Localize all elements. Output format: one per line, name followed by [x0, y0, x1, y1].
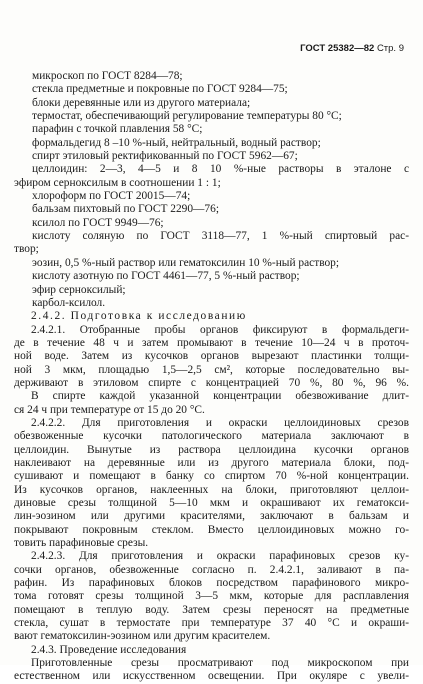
- list-item: блоки деревянные или из другого материала;: [32, 96, 251, 109]
- paragraph-line: целлоидин. Вынутые из раствора целлоидина кусочки органов: [14, 443, 409, 456]
- paragraph-line: диновые срезы толщиной 5—10 мкм и окрашивают их гематокси-: [14, 497, 409, 509]
- paragraph-line: ной 3 мкм, площадью 1,5—2,5 см², которые последовательно вы-: [14, 363, 409, 376]
- list-item: парафин с точкой плавления 58 °С;: [32, 123, 203, 136]
- paragraph-line: помещают в теплую воду. Затем срезы переносят на предметные: [14, 603, 409, 616]
- list-item: стекла предметные и покровные по ГОСТ 9284—75;: [32, 83, 288, 96]
- paragraph-line: де в течение 48 ч и затем промывают в течение 10—24 ч в проточ-: [14, 336, 409, 349]
- list-item: термостат, обеспечивающий регулирование температуры 80 °С;: [32, 110, 342, 123]
- paragraph-line: вают гематоксилин-эозином или другим красителем.: [14, 630, 271, 643]
- list-item: ксилол по ГОСТ 9949—76;: [32, 216, 164, 229]
- list-item: спирт этиловый ректификованный по ГОСТ 5962—67;: [32, 150, 298, 163]
- document-body: [14, 70, 409, 684]
- paragraph-line: тома готовят срезы толщиной 3—5 мкм, которые для расплавления: [14, 590, 409, 603]
- list-item-continuation: эфиром серноксилым в соотношении 1 : 1;: [14, 176, 221, 189]
- paragraph-line: держивают в этиловом спирте с концентрацией 70 %, 80 %, 96 %.: [14, 376, 409, 389]
- paragraph-line: 2.4.2.1. Отобранные пробы органов фиксируют в формальдеги-: [31, 323, 409, 336]
- list-item: кислоту соляную по ГОСТ 3118—77, 1 %-ный спиртовый рас-: [32, 230, 409, 243]
- paragraph-line: В спирте каждой указанной концентрации обезвоживание длит-: [31, 390, 409, 403]
- section-heading: 2.4.3. Проведение исследования: [31, 643, 187, 656]
- paragraph-line: ся 24 ч при температуре от 15 до 20 °С.: [14, 403, 205, 416]
- paragraph-line: 2.4.2.3. Для приготовления и окраски парафиновых срезов ку-: [31, 550, 409, 563]
- paragraph-line: обезвоженные кусочки патологического материала заключают в: [14, 430, 409, 443]
- list-item: целлоидин: 2—3, 4—5 и 8 10 %-ные растворы в эталоне с: [32, 163, 409, 176]
- list-item: эфир серноксилый;: [32, 283, 126, 296]
- list-item: кислоту азотную по ГОСТ 4461—77, 5 %-ный раствор;: [32, 270, 300, 283]
- list-item-continuation: твор;: [14, 243, 39, 256]
- paragraph-line: рафин. Из парафиновых блоков посредством парафинового микро-: [14, 577, 409, 590]
- list-item: микроскоп по ГОСТ 8284—78;: [32, 70, 183, 82]
- paragraph-line: товить парафиновые срезы.: [14, 537, 149, 550]
- paragraph-line: Приготовленные срезы просматривают под микроскопом при: [31, 657, 409, 670]
- paragraph-line: наклеивают на деревянные или из другого материала блоки, под-: [14, 456, 409, 469]
- paragraph-line: сушивают и помещают в банку со спиртом 70 %-ной концентрации.: [14, 470, 409, 483]
- page-number: Стр. 9: [376, 43, 404, 54]
- paragraph-line: Из кусочков органов, наклеенных на блоки, приготовляют целлои-: [14, 483, 409, 496]
- paragraph-line: 2.4.2.2. Для приготовления и окраски целлоидиновых срезов: [31, 416, 409, 429]
- list-item: хлороформ по ГОСТ 20015—74;: [32, 190, 191, 203]
- page-header: [300, 42, 404, 55]
- paragraph-line: стекла, сушат в термостате при температуре 37 40 °С и окраши-: [14, 617, 409, 630]
- paragraph-line: лин-эозином или другими красителями, заключают в бальзам и: [14, 510, 409, 523]
- list-item: карбол-ксилол.: [32, 296, 106, 309]
- paragraph-line: покрывают покровным стеклом. Вместо целлоидиновых можно го-: [14, 523, 409, 536]
- paragraph-line: естественном или искусственном освещении. При окуляре с увели-: [14, 670, 409, 683]
- standard-number: ГОСТ 25382—82: [300, 43, 375, 54]
- paragraph-line: ной воде. Затем из кусочков органов вырезают пластинки толщи-: [14, 350, 409, 363]
- list-item: эозин, 0,5 %-ный раствор или гематоксилин 10 %-ный раствор;: [32, 256, 340, 269]
- list-item: формальдегид 8 –10 %-ный, нейтральный, водный раствор;: [32, 136, 321, 149]
- paragraph-line: сочки органов, обезвоженные согласно п. 2.4.2.1, заливают в па-: [14, 563, 409, 576]
- list-item: бальзам пихтовый по ГОСТ 2290—76;: [32, 203, 219, 216]
- section-heading: 2.4.2. Подготовка к исследованию: [31, 310, 247, 323]
